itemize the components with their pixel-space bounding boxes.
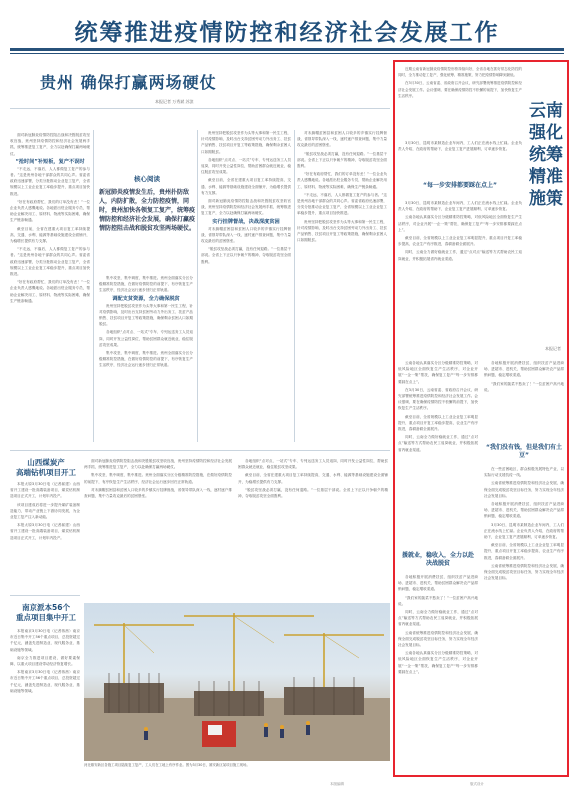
guizhou-paragraph: 贵州坚持把脱贫攻坚作为头等大事和第一民生工程，针对疫情影响，及时出台支持贫困劳动力外出务工、扶贫产品销售、扶贫项目开复工等政策措施，确保剩余贫困人口如期脱贫。 [201,131,291,154]
yunnan-subheading-2: 援就业，稳收入，全力以赴决战脱贫 [401,552,474,567]
guizhou-paragraph: 集中攻坚，集中调度，集中推进。贵州全面落实分区分级精准防控措施，在做好疫情防控的前提下，有序恢复生产生活秩序，经济社会运行逐步回归正常轨道。 [84,473,232,484]
construction-site-illustration [84,603,390,761]
guizhou-subheading-3: 实行挂牌督战，决战深度贫困 [212,218,280,225]
yunnan-paragraph: 截至目前，全省规模以上工业企业复工率明显提升，重点项目开复工率稳步提高，农业生产有序推进，春耕备耕全面展开。 [484,543,564,560]
yunnan-paragraph: 在3月30日，云南省委、省政府召开会议，研究部署统筹推进疫情防控和经济社会发展工作。会议强调，要在确保疫情防控不松懈的前提下，加快恢复生产生活秩序。 [398,387,478,411]
yunnan-column-4 [484,466,564,768]
guizhou-subheading-2: 调配支贫资源，全力确保脱贫 [112,295,180,302]
guizhou-paragraph: 各地组织“点对点、一站式”专车、专列运送务工人员返岗，同时开发公益性岗位，帮助贫困群众就近就业，稳住脱贫攻坚成果。 [238,459,388,470]
nanjing-lead: 本报南京3月30日电（记者蒋茜）南京市近日集中开工56个重点项目，总投资超过千亿元，涵盖先进制造业、现代服务业、基础设施等领域。 [10,629,80,652]
shanxi-body: 本报太原3月30日电（记者郝建）山西省开工建设一批高端装备项目，煤炭钻机制造项目正式开工，计划年内投产。 [10,523,80,540]
yunnan-paragraph: 云南各地认真落实分区分级精准防控策略，对低风险地区全面恢复生产生活秩序，对企业开展“一企一策”帮扶，确保复工复产“每一步安排都要踩在点上”。 [398,651,478,674]
guizhou-paragraph: 对未摘帽贫困县和贫困人口较多的乡镇实行挂牌督战，省领导带队深入一线，逐村逐户排查问题，集中力量攻克最后的贫困堡垒。 [84,487,232,499]
guizhou-paragraph: “好在有政府帮忙，我们的订单没有丢！”一位企业负责人感慨地说。各地派出驻企服务专员，帮助企业解决用工、原材料、物流等实际困难，确保生产链条畅通。 [297,172,387,189]
guizhou-paragraph: 集中攻坚，集中调度，集中推进。贵州全面落实分区分级精准防控措施，在做好疫情防控的前提下，有序恢复生产生活秩序，经济社会运行逐步回归正常轨道。 [99,276,193,293]
yunnan-paragraph: 各地积极开展消费扶贫，组织扶贫产品进商场、进超市、进机关，帮助贫困群众解决农产品滞销问题，稳定增收渠道。 [484,502,564,519]
guizhou-paragraph: 截至目前，全省在建重大项目复工率持续提高，交通、水利、能源等基础设施建设全面铺开，为稳增长提供有力支撑。 [238,473,388,484]
yunnan-column-5 [398,574,478,768]
yunnan-intro [398,140,522,178]
column-rule [294,130,295,442]
yunnan-paragraph: “我们家的蔬菜不愁卖了！”一位贫困户高兴地说。 [398,595,478,606]
guizhou-paragraph: “不走远，不落后，人人都做复工复产的参与者。”这是贵州各地干部群众的共同心声。省委省政府迅速部署，分类分批推动企业复工复产，全省规模以上工业企业复工率稳步提升，重点项目加快推进。 [297,192,387,216]
guizhou-column-2 [99,275,193,445]
yunnan-column-2 [398,360,478,550]
yunnan-paragraph: 同时，云南全力做好稳就业工作，通过“点对点”输送等方式帮助农民工返岗就业，并积极拓展省内就业渠道。 [398,435,478,452]
guizhou-paragraph: 面对新冠肺炎疫情防控阻击战和决胜脱贫攻坚收官战，贵州坚持疫情防控和经济社会发展两手抓，统筹推进复工复产，全力以赴确保打赢两场硬仗。 [84,459,232,470]
guizhou-paragraph: “不走远，不落后，人人都做复工复产的参与者。”这是贵州各地干部群众的共同心声。省委省政府迅速部署，分类分批推动企业复工复产，全省规模以上工业企业复工率稳步提升，重点项目加快推进。 [10,247,90,277]
yunnan-lead [398,66,522,136]
nanjing-title: 南京派本56个 重点项目集中开工 [16,603,76,622]
guizhou-paragraph: “脱贫攻坚战必须打赢，没有任何退路。”一位基层干部说。全省上下正以只争朝夕的精神，夺取脱贫攻坚全面胜利。 [297,151,387,169]
guizhou-paragraph: 对未摘帽贫困县和贫困人口较多的乡镇实行挂牌督战，省领导带队深入一线，逐村逐户排查问题，集中力量攻克最后的贫困堡垒。 [297,131,387,148]
core-reading-label: 核心阅读 [134,175,160,183]
yunnan-column-1 [398,200,522,360]
yunnan-paragraph: 截至目前，全省规模以上工业企业复工率明显提升，重点项目开复工率稳步提高，农业生产有序推进，春耕备耕全面展开。 [398,236,522,247]
yunnan-paragraph: 云南各地认真落实分区分级精准防控策略，对低风险地区全面恢复生产生活秩序，对企业开展“一企一策”帮扶，确保复工复产“每一步安排都要踩在点上”。 [398,361,478,384]
yunnan-paragraph: 各地积极开展消费扶贫，组织扶贫产品进商场、进超市、进机关，帮助贫困群众解决农产品滞销问题，稳定增收渠道。 [484,361,564,378]
guizhou-title: 贵州 确保打赢两场硬仗 [40,73,217,92]
guizhou-paragraph: 贵州坚持把脱贫攻坚作为头等大事和第一民生工程，针对疫情影响，及时出台支持贫困劳动力外出务工、扶贫产品销售、扶贫项目开复工等政策措施，确保剩余贫困人口如期脱贫。 [99,303,193,327]
guizhou-divider [10,108,390,109]
yunnan-paragraph: 同时，云南全力做好稳就业工作，通过“点对点”输送等方式帮助农民工返岗就业，并积极拓展省内就业渠道。 [398,610,478,627]
shanxi-article [10,481,80,589]
yunnan-paragraph: 3月30日，昆明市某制造企业车间内，工人们正在流水线上忙碌。企业负责人介绍，在政府的帮助下，企业复工复产进展顺利，订单逐步恢复。 [398,141,522,152]
guizhou-continued-left [84,458,232,598]
yunnan-subheading-3: “我们没有钱，但是我们有土豆” [486,444,562,459]
photo-caption: 河北雄安新区各施工项目陆续复工复产，工人们在工地上有序作业。图为3月30日，雄安新区某项目施工现场。 [84,763,250,767]
column-rule [197,130,198,442]
section-divider [10,595,80,596]
yunnan-subheading-1: “每一步安排都要踩在点上” [423,182,497,189]
yunnan-vertical-title: 云南 强化统筹精准施策 [529,101,563,209]
guizhou-paragraph: 面对新冠肺炎疫情防控阻击战和决胜脱贫攻坚收官战，贵州坚持疫情防控和经济社会发展两手抓，统筹推进复工复产，全力以赴确保打赢两场硬仗。 [10,133,90,156]
shanxi-title: 山西煤炭产 高端钻机项目开工 [16,458,76,477]
shanxi-lead: 本报太原3月30日电（记者郝建）山西省开工建设一批高端装备项目，煤炭钻机制造项目正式开工，计划年内投产。 [10,482,80,499]
nanjing-article [10,628,80,778]
yunnan-paragraph: 在3月30日，云南省委、省政府召开会议，研究部署统筹推进疫情防控和经济社会发展工作。会议强调，要在确保疫情防控不松懈的前提下，加快恢复生产生活秩序。 [398,81,522,98]
guizhou-byline: 本报记者 万秀斌 苏滨 [155,99,194,104]
yunnan-paragraph: “我们家的蔬菜不愁卖了！”一位贫困户高兴地说。 [484,381,564,392]
guizhou-paragraph: “好在有政府帮忙，我们的订单没有丢！”一位企业负责人感慨地说。各地派出驻企服务专员，帮助企业解决用工、原材料、物流等实际困难，确保生产链条畅通。 [10,280,90,303]
guizhou-paragraph: 各地组织“点对点、一站式”专车、专列运送务工人员返岗，同时开发公益性岗位，帮助贫困群众就近就业，稳住脱贫攻坚成果。 [201,157,291,175]
yunnan-paragraph: 在一些贫困地区，群众积极发展特色产业，以实际行动支援抗疫一线。 [484,467,564,478]
yunnan-paragraph: 云南省统筹推进疫情防控和经济社会发展，确保全面完成脱贫攻坚目标任务，努力实现全年经济社会发展目标。 [484,481,564,498]
guizhou-paragraph: “好在有政府帮忙，我们的订单没有丢！”一位企业负责人感慨地说。各地派出驻企服务专员，帮助企业解决用工、原材料、物流等实际困难，确保生产链条畅通。 [10,199,90,223]
construction-site-photo [84,603,390,761]
guizhou-paragraph: 集中攻坚，集中调度，集中推进。贵州全面落实分区分级精准防控措施，在做好疫情防控的前提下，有序恢复生产生活秩序，经济社会运行逐步回归正常轨道。 [99,351,193,368]
nanjing-body: 南京全力推进项目建设，做好要素保障，以重大项目建设带动经济恢复增长。 [10,655,80,667]
shanxi-body: 该项目建成后将进一步提升煤矿装备制造能力，带动产业链上下游协同发展，为企业复工复产注入新动能。 [10,502,80,520]
core-reading-text: 新冠肺炎疫情发生后，贵州扑防敌人，内防扩散，全力防控疫情，同时，贵州加快各领复工复产，统筹疫情防控和经济社会发展，确保打赢疫情防控阻击战和脱贫攻坚两场硬仗。 [99,189,196,232]
guizhou-column-4 [297,130,387,445]
yunnan-lead-text: 近期云南省新冠肺炎疫情防控形势持续向好，全省各地在抓好常态化防控的同时，全力推动复工复产，强化统筹、精准施策，努力把疫情影响降到最低。 [398,67,522,78]
yunnan-paragraph: 3月30日，昆明市某制造企业车间内，工人们正在流水线上忙碌。企业负责人介绍，在政府的帮助下，企业复工复产进展顺利，订单逐步恢复。 [398,201,522,212]
yunnan-paragraph: 云南省统筹推进疫情防控和经济社会发展，确保全面完成脱贫攻坚目标任务，努力实现全年经济社会发展目标。 [484,563,564,581]
yunnan-paragraph: 云南省统筹推进疫情防控和经济社会发展，确保全面完成脱贫攻坚目标任务，努力实现全年经济社会发展目标。 [398,630,478,648]
guizhou-subheading-1: “抢时间”补短板，复产不误时 [15,158,85,165]
yunnan-paragraph: 同时，云南全力做好稳就业工作，通过“点对点”输送等方式帮助农民工返岗就业，并积极拓展省内就业渠道。 [398,250,522,261]
guizhou-column-3 [201,130,291,445]
yunnan-paragraph: 云南各地认真落实分区分级精准防控策略，对低风险地区全面恢复生产生活秩序，对企业开展“一企一策”帮扶，确保复工复产“每一步安排都要踩在点上”。 [398,215,522,232]
footer-design: 版式设计 [470,782,484,786]
guizhou-paragraph: 各地组织“点对点、一站式”专车、专列运送务工人员返岗，同时开发公益性岗位，帮助贫困群众就近就业，稳住脱贫攻坚成果。 [99,330,193,347]
yunnan-paragraph: 3月30日，昆明市某制造企业车间内，工人们正在流水线上忙碌。企业负责人介绍，在政府的帮助下，企业复工复产进展顺利，订单逐步恢复。 [484,522,564,540]
core-reading-box [99,175,195,271]
guizhou-paragraph: 截至目前，全省在建重大项目复工率持续提高，交通、水利、能源等基础设施建设全面铺开，为稳增长提供有力支撑。 [10,226,90,244]
headline-rule-thin [10,53,564,54]
guizhou-paragraph: “脱贫攻坚战必须打赢，没有任何退路。”一位基层干部说。全省上下正以只争朝夕的精神，夺取脱贫攻坚全面胜利。 [201,247,291,264]
yunnan-byline: 本报记者 [545,346,561,351]
yunnan-column-3 [484,360,564,440]
guizhou-column-1 [10,132,90,442]
guizhou-paragraph: “脱贫攻坚战必须打赢，没有任何退路。”一位基层干部说。全省上下正以只争朝夕的精神，夺取脱贫攻坚全面胜利。 [238,487,388,499]
section-divider [10,450,390,451]
guizhou-paragraph: 截至目前，全省在建重大项目复工率持续提高，交通、水利、能源等基础设施建设全面铺开，为稳增长提供有力支撑。 [201,178,291,195]
guizhou-continued-right [238,458,388,598]
yunnan-paragraph: 截至目前，全省规模以上工业企业复工率明显提升，重点项目开复工率稳步提高，农业生产有序推进，春耕备耕全面展开。 [398,414,478,432]
page-headline: 统筹推进疫情防控和经济社会发展工作 [74,20,500,46]
nanjing-body: 本报南京3月30日电（记者蒋茜）南京市近日集中开工56个重点项目，总投资超过千亿元，涵盖先进制造业、现代服务业、基础设施等领域。 [10,670,80,693]
footer-editor: 本版编辑 [330,782,344,786]
guizhou-paragraph: “不走远，不落后，人人都做复工复产的参与者。”这是贵州各地干部群众的共同心声。省委省政府迅速部署，分类分批推动企业复工复产，全省规模以上工业企业复工率稳步提升，重点项目加快推进。 [10,166,90,196]
yunnan-paragraph: 各地积极开展消费扶贫，组织扶贫产品进商场、进超市、进机关，帮助贫困群众解决农产品滞销问题，稳定增收渠道。 [398,575,478,592]
column-rule [93,130,94,442]
headline-rule [10,48,564,51]
guizhou-paragraph: 贵州坚持把脱贫攻坚作为头等大事和第一民生工程，针对疫情影响，及时出台支持贫困劳动力外出务工、扶贫产品销售、扶贫项目开复工等政策措施，确保剩余贫困人口如期脱贫。 [297,219,387,243]
guizhou-paragraph: 对未摘帽贫困县和贫困人口较多的乡镇实行挂牌督战，省领导带队深入一线，逐村逐户排查问题，集中力量攻克最后的贫困堡垒。 [201,226,291,244]
guizhou-paragraph: 面对新冠肺炎疫情防控阻击战和决胜脱贫攻坚收官战，贵州坚持疫情防控和经济社会发展两手抓，统筹推进复工复产，全力以赴确保打赢两场硬仗。 [201,199,291,216]
